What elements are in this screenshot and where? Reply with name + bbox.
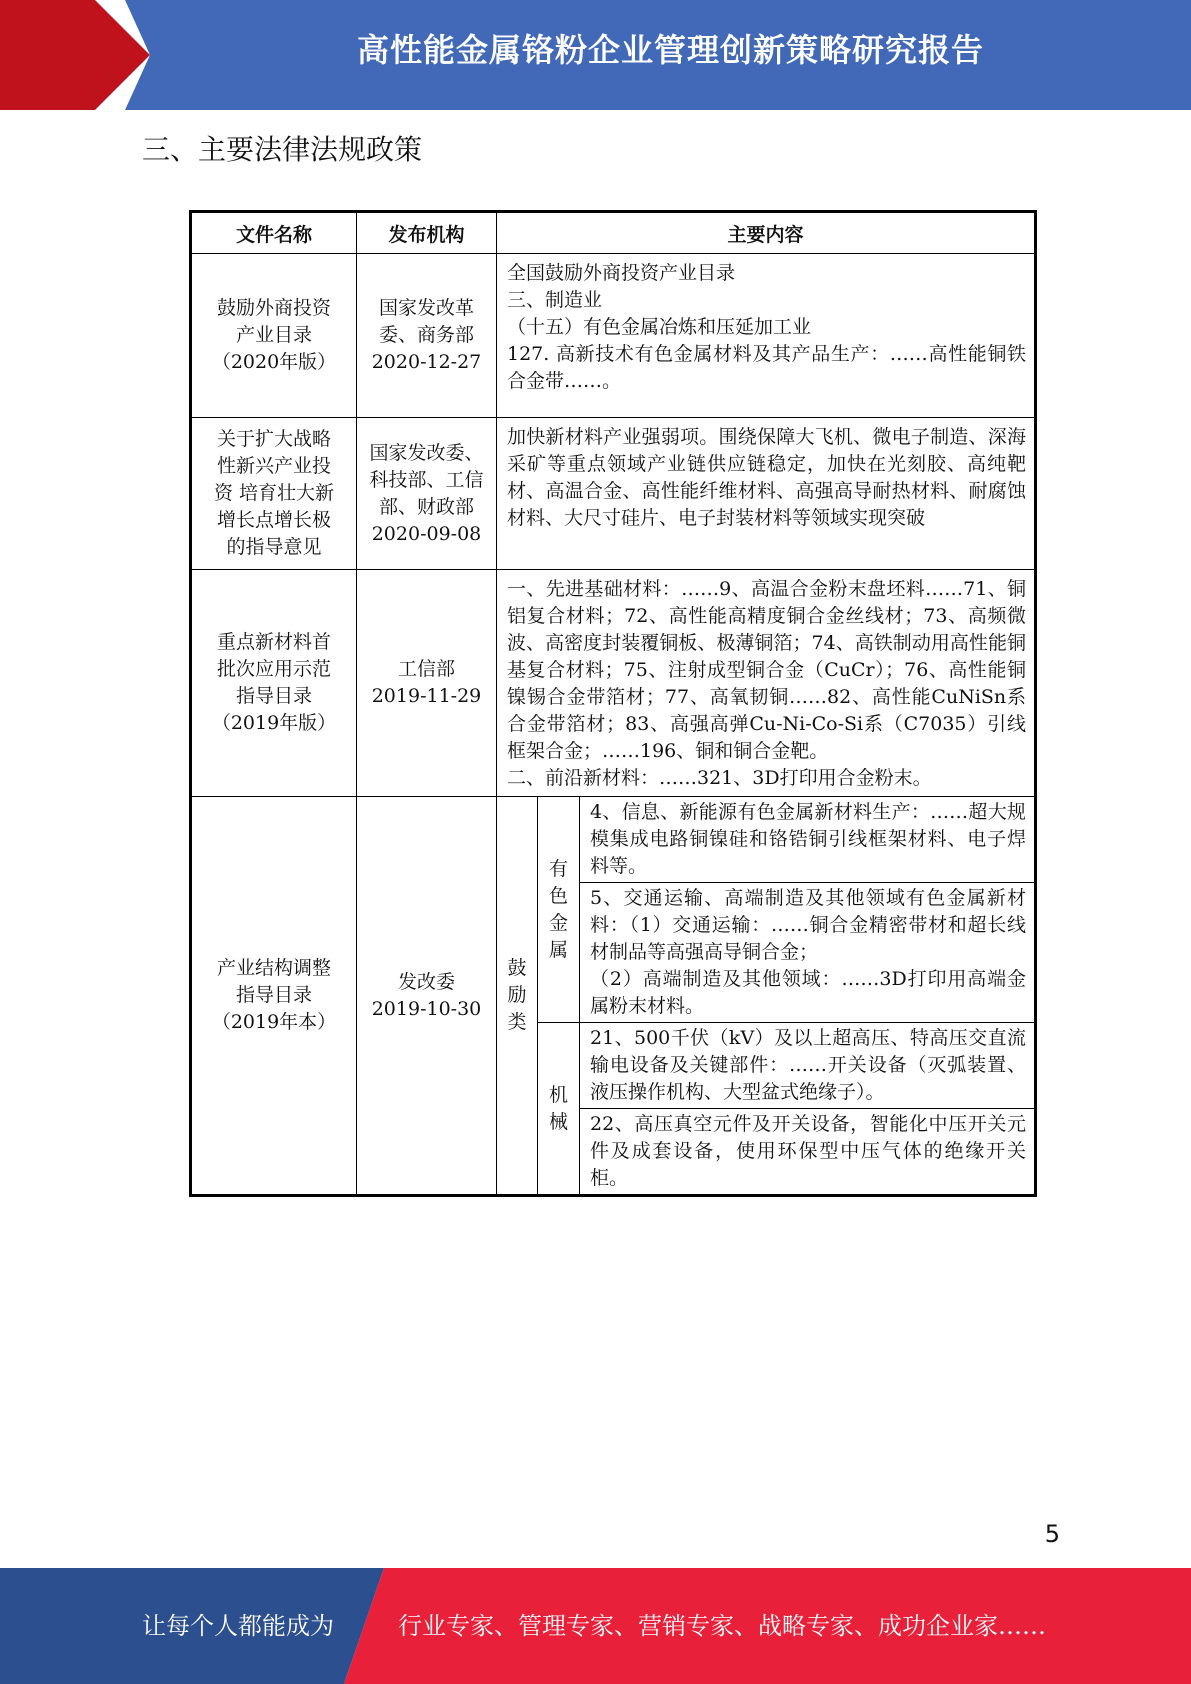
file-name-cell	[191, 570, 357, 797]
page-number: 5	[1044, 1520, 1060, 1548]
file-name-line: 产业目录	[235, 324, 312, 346]
file-name-line: 的指导意见	[226, 536, 322, 558]
file-name-line: 增长点增长极	[216, 509, 331, 531]
page-footer	[0, 1568, 1191, 1684]
file-name-line: （2019年版）	[211, 712, 337, 734]
issuer-line: 2019-10-30	[371, 997, 482, 1020]
file-name-line: （2019年本）	[211, 1011, 337, 1033]
header-main-content: 主要内容	[497, 212, 1036, 254]
group-cell-machinery	[538, 1023, 580, 1196]
report-title: 高性能金属铬粉企业管理创新策略研究报告	[356, 31, 984, 69]
item-cell	[580, 1109, 1036, 1196]
file-name-cell	[191, 418, 357, 570]
group-cell-nonferrous	[538, 797, 580, 1023]
issuer-line: 国家发改委、	[369, 441, 484, 464]
item-line: （2）高端制造及其他领域：……3D打印用高端金属粉末材料。	[590, 968, 1026, 1017]
issuer-line: 2020-09-08	[371, 522, 482, 545]
file-name-line: 资 培育壮大新	[213, 482, 335, 504]
header-issuer: 发布机构	[357, 212, 497, 254]
group-label: 机械	[548, 1083, 568, 1133]
footer-slogan-right: 行业专家、管理专家、营销专家、战略专家、成功企业家……	[398, 1612, 1046, 1640]
issuer-cell	[357, 570, 497, 797]
file-name-line: 指导目录	[235, 685, 312, 707]
item-cell	[580, 883, 1036, 1023]
content-line: 加快新材料产业强弱项。围绕保障大飞机、微电子制造、深海采矿等重点领域产业链供应链稳定，加快在光刻胶、高纯靶材、高温合金、高性能纤维材料、高强高导耐热材料、耐腐蚀材料、大尺寸硅片、电子封装材料等领域实现突破	[507, 426, 1026, 529]
table-row	[191, 797, 1036, 883]
content-line: 全国鼓励外商投资产业目录	[507, 262, 736, 284]
content-line: 一、先进基础材料：……9、高温合金粉末盘坯料……71、铜铝复合材料；72、高性能高精度铜合金丝线材；73、高频微波、高密度封装覆铜板、极薄铜箔；74、高铁制动用高性能铜基复合材料；75、注射成型铜合金（CuCr）；76、高性能铜镍锡合金带箔材；77、高氧韧铜……82、高性能CuNiSn系合金带箔材；83、高强高弹Cu-Ni-Co-Si系（C7035）引线框架合金；……196、铜和铜合金靶。	[507, 578, 1026, 762]
item-line: 5、交通运输、高端制造及其他领域有色金属新材料：（1）交通运输：……铜合金精密带材和超长线材制品等高强高导铜合金；	[590, 887, 1026, 963]
policy-table	[189, 210, 1037, 1197]
item-cell	[580, 1023, 1036, 1109]
item-line: 22、高压真空元件及开关设备，智能化中压开关元件及成套设备，使用环保型中压气体的绝缘开关柜。	[590, 1113, 1026, 1189]
issuer-line: 科技部、工信	[369, 468, 484, 491]
page-header	[0, 0, 1191, 110]
content-line: 三、制造业	[507, 289, 603, 311]
content-cell	[497, 570, 1036, 797]
content-line: （十五）有色金属冶炼和压延加工业	[507, 316, 812, 338]
file-name-line: 重点新材料首	[216, 631, 331, 653]
file-name-line: 产业结构调整	[216, 957, 331, 979]
table-row	[191, 254, 1036, 418]
item-cell	[580, 797, 1036, 883]
item-line: 21、500千伏（kV）及以上超高压、特高压交直流输电设备及关键部件：……开关设备（灭弧装置、液压操作机构、大型盆式绝缘子）。	[590, 1027, 1026, 1103]
content-line: 127. 高新技术有色金属材料及其产品生产：……高性能铜铁合金带……。	[507, 343, 1026, 392]
issuer-line: 工信部	[397, 658, 455, 680]
content-cell	[497, 418, 1036, 570]
issuer-cell	[357, 797, 497, 1196]
file-name-cell	[191, 797, 357, 1196]
issuer-cell	[357, 418, 497, 570]
section-heading: 三、主要法律法规政策	[142, 133, 423, 166]
file-name-line: 批次应用示范	[216, 658, 331, 680]
file-name-line: 性新兴产业投	[216, 455, 331, 477]
table-row	[191, 418, 1036, 570]
category-label: 鼓励类	[507, 957, 527, 1033]
issuer-line: 发改委	[397, 970, 455, 993]
item-line: 4、信息、新能源有色金属新材料生产：……超大规模集成电路铜镍硅和铬锆铜引线框架材料、电子焊料等。	[590, 801, 1026, 877]
issuer-line: 国家发改革	[378, 297, 474, 319]
content-line: 二、前沿新材料：……321、3D打印用合金粉末。	[507, 767, 932, 789]
table-row	[191, 570, 1036, 797]
group-label: 有色金属	[548, 857, 568, 961]
category-cell	[497, 797, 538, 1196]
issuer-line: 委、商务部	[378, 324, 474, 346]
file-name-cell	[191, 254, 357, 418]
file-name-line: 关于扩大战略	[216, 428, 331, 450]
footer-slogan-left: 让每个人都能成为	[142, 1612, 334, 1640]
file-name-line: （2020年版）	[211, 351, 337, 373]
issuer-line: 2020-12-27	[371, 351, 482, 373]
issuer-cell	[357, 254, 497, 418]
issuer-line: 2019-11-29	[371, 685, 482, 707]
content-cell	[497, 254, 1036, 418]
file-name-line: 指导目录	[235, 984, 312, 1006]
table-header-row	[191, 212, 1036, 254]
header-file-name: 文件名称	[191, 212, 357, 254]
issuer-line: 部、财政部	[378, 495, 474, 518]
file-name-line: 鼓励外商投资	[216, 297, 331, 319]
